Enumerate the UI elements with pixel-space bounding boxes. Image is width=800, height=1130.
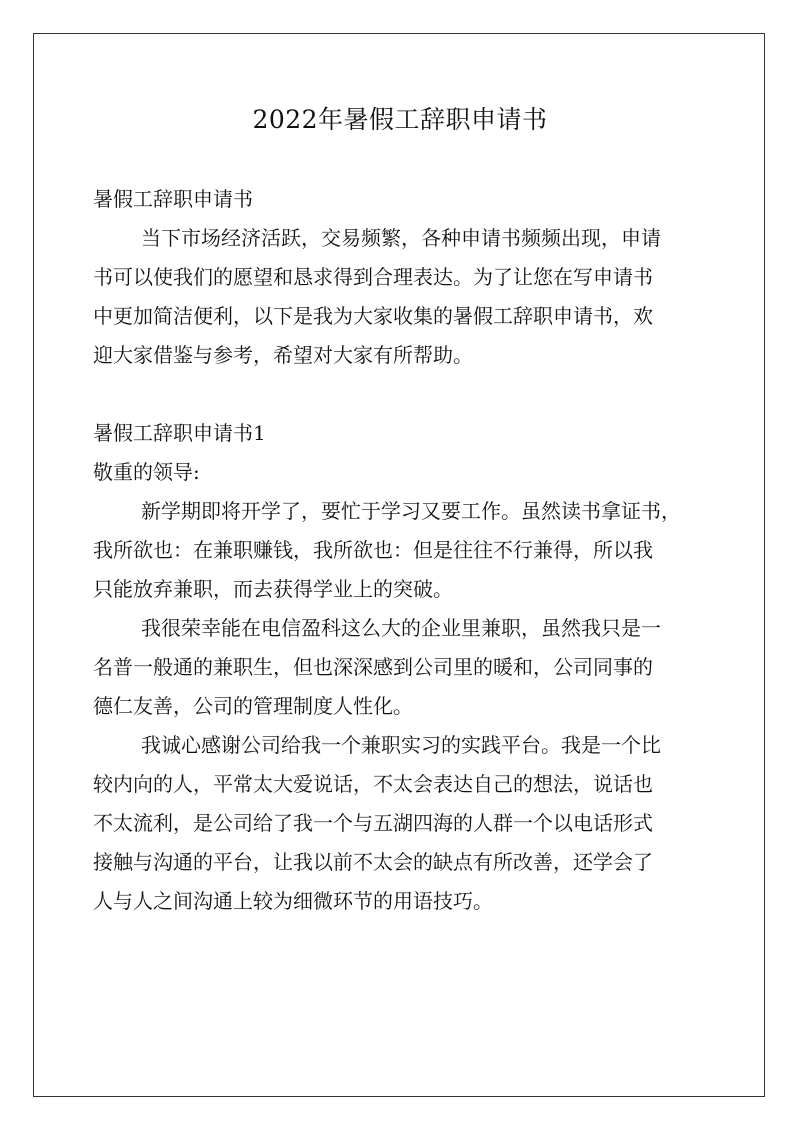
paragraph-line: 德仁友善，公司的管理制度人性化。 bbox=[93, 694, 413, 718]
paragraph-3 bbox=[93, 726, 703, 921]
subtitle: 暑假工辞职申请书 bbox=[93, 187, 253, 211]
paragraph-line: 中更加简洁便利，以下是我为大家收集的暑假工辞职申请书，欢 bbox=[93, 304, 653, 328]
paragraph-2 bbox=[93, 609, 703, 726]
paragraph-line: 较内向的人，平常太大爱说话，不太会表达自己的想法，说话也 bbox=[93, 772, 653, 796]
paragraph-line: 我很荣幸能在电信盈科这么大的企业里兼职，虽然我只是一 bbox=[141, 616, 661, 640]
paragraph-line: 不太流利，是公司给了我一个与五湖四海的人群一个以电话形式 bbox=[93, 811, 653, 835]
intro-paragraph bbox=[93, 219, 703, 375]
salutation: 敬重的领导: bbox=[93, 460, 200, 484]
document-body bbox=[93, 180, 703, 921]
blank-line bbox=[93, 375, 703, 414]
paragraph-line: 当下市场经济活跃，交易频繁，各种申请书频频出现，申请 bbox=[141, 226, 661, 250]
paragraph-line: 迎大家借鉴与参考，希望对大家有所帮助。 bbox=[93, 343, 473, 367]
paragraph-line: 人与人之间沟通上较为细微环节的用语技巧。 bbox=[93, 889, 493, 913]
section-heading: 暑假工辞职申请书1 bbox=[93, 421, 266, 445]
paragraph-line: 我所欲也：在兼职赚钱，我所欲也：但是往往不行兼得，所以我 bbox=[93, 538, 653, 562]
paragraph-line: 接触与沟通的平台，让我以前不太会的缺点有所改善，还学会了 bbox=[93, 850, 653, 874]
paragraph-1 bbox=[93, 492, 703, 609]
document-title: 2022年暑假工辞职申请书 bbox=[252, 105, 548, 134]
paragraph-line: 书可以使我们的愿望和恳求得到合理表达。为了让您在写申请书 bbox=[93, 265, 653, 289]
paragraph-line: 我诚心感谢公司给我一个兼职实习的实践平台。我是一个比 bbox=[141, 733, 661, 757]
paragraph-line: 名普一般通的兼职生，但也深深感到公司里的暖和，公司同事的 bbox=[93, 655, 653, 679]
paragraph-line: 新学期即将开学了，要忙于学习又要工作。虽然读书拿证书， bbox=[141, 499, 681, 523]
paragraph-line: 只能放弃兼职，而去获得学业上的突破。 bbox=[93, 577, 453, 601]
